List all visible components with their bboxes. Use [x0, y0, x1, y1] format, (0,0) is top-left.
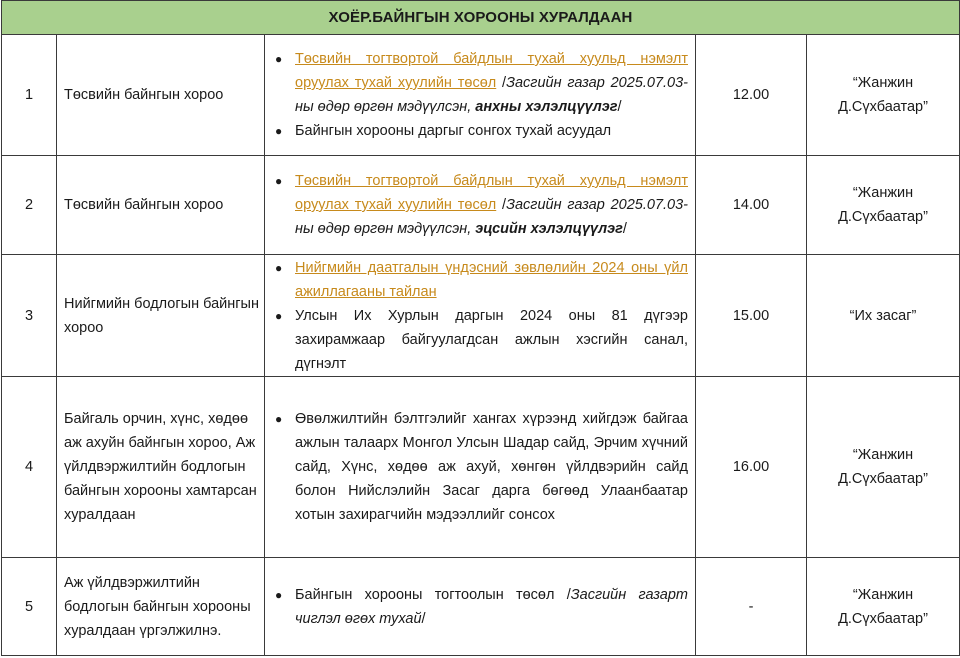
bullet-icon: ●	[275, 124, 283, 138]
meeting-time: 14.00	[696, 156, 807, 255]
table-row	[2, 255, 960, 377]
schedule-table	[1, 0, 960, 656]
bullet-icon: ●	[275, 174, 283, 188]
row-number: 1	[2, 35, 57, 156]
table-row	[2, 35, 960, 156]
committee-name: Нийгмийн бодлогын байнгын хороо	[57, 255, 265, 377]
meeting-time: 12.00	[696, 35, 807, 156]
bullet-icon: ●	[275, 587, 283, 602]
agenda-item: ● Төсвийн тогтвортой байдлын тухай хуульд нэмэлт оруулах тухай хуулийн төсөл /Засгийн газар 2025.07.03-ны өдөр өргөн мэдүүлсэн, эцсийн хэлэлцүүлэг/	[273, 169, 688, 241]
bullet-icon: ●	[275, 260, 283, 275]
table-header-row	[2, 1, 960, 35]
agenda-item: ● Өвөлжилтийн бэлтгэлийг хангах хүрээнд хийгдэж байгаа ажлын талаарх Монгол Улсын Шадар сайд, Эрчим хүчний сайд, Хүнс, хөдөө аж ахуй, хөнгөн үйлдвэрийн сайд болон Нийслэлийн Засаг дарга бөгөөд Улаанбаатар хотын захирагчийн мэдээллийг сонсох	[273, 407, 688, 527]
agenda-item	[273, 256, 688, 304]
table-title: ХОЁР.БАЙНГЫН ХОРООНЫ ХУРАЛДААН	[2, 1, 960, 35]
agenda-cell	[265, 255, 696, 377]
committee-name: Төсвийн байнгын хороо	[57, 35, 265, 156]
report-link[interactable]: Нийгмийн даатгалын үндэсний зөвлөлийн 2024 оны үйл ажиллагааны тайлан	[295, 259, 688, 300]
agenda-cell	[265, 377, 696, 558]
meeting-place: “Их засаг”	[807, 255, 960, 377]
committee-name: Төсвийн байнгын хороо	[57, 156, 265, 255]
agenda-cell	[265, 558, 696, 656]
row-number: 4	[2, 377, 57, 558]
committee-name: Байгаль орчин, хүнс, хөдөө аж ахуйн байнгын хороо, Аж үйлдвэржилтийн бодлогын байнгын хорооны хамтарсан хуралдаан	[57, 377, 265, 558]
meeting-place: “Жанжин Д.Сүхбаатар”	[807, 35, 960, 156]
agenda-item: ● Байнгын хорооны даргыг сонгох тухай асуудал	[273, 119, 688, 143]
agenda-item: ● Байнгын хорооны тогтоолын төсөл /Засгийн газарт чиглэл өгөх тухай/	[273, 583, 688, 631]
agenda-cell	[265, 156, 696, 255]
bullet-icon: ●	[275, 308, 283, 323]
agenda-item: ● Төсвийн тогтвортой байдлын тухай хуульд нэмэлт оруулах тухай хуулийн төсөл /Засгийн газар 2025.07.03-ны өдөр өргөн мэдүүлсэн, анхны хэлэлцүүлэг/	[273, 47, 688, 119]
bill-link[interactable]: Төсвийн тогтвортой байдлын тухай хуульд нэмэлт оруулах тухай хуулийн төсөл	[295, 51, 688, 91]
table-row	[2, 156, 960, 255]
bullet-icon: ●	[275, 52, 283, 66]
meeting-place: “Жанжин Д.Сүхбаатар”	[807, 377, 960, 558]
row-number: 2	[2, 156, 57, 255]
agenda-item: ● Улсын Их Хурлын даргын 2024 оны 81 дүгээр захирамжаар байгуулагдсан ажлын хэсгийн санал, дүгнэлт	[273, 304, 688, 376]
meeting-time: 15.00	[696, 255, 807, 377]
agenda-cell	[265, 35, 696, 156]
committee-name: Аж үйлдвэржилтийн бодлогын байнгын хорооны хуралдаан үргэлжилнэ.	[57, 558, 265, 656]
bullet-icon: ●	[275, 412, 283, 426]
meeting-time: -	[696, 558, 807, 656]
table-row	[2, 558, 960, 656]
table-row	[2, 377, 960, 558]
row-number: 5	[2, 558, 57, 656]
meeting-time: 16.00	[696, 377, 807, 558]
meeting-place: “Жанжин Д.Сүхбаатар”	[807, 156, 960, 255]
bill-link[interactable]: Төсвийн тогтвортой байдлын тухай хуульд нэмэлт оруулах тухай хуулийн төсөл	[295, 173, 688, 213]
row-number: 3	[2, 255, 57, 377]
meeting-place: “Жанжин Д.Сүхбаатар”	[807, 558, 960, 656]
